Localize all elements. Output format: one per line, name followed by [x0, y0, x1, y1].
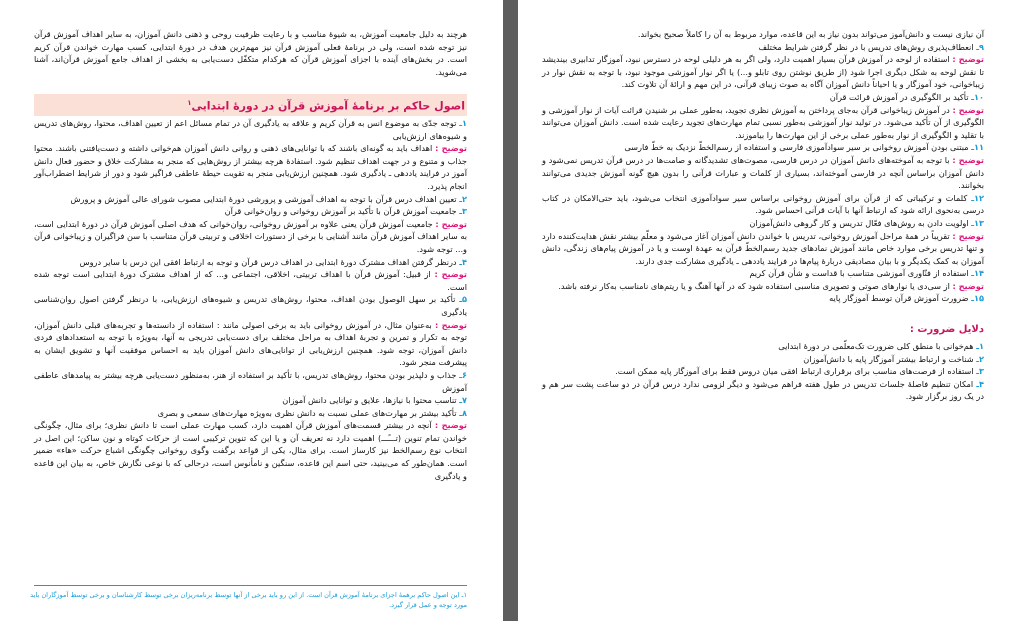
page-gutter — [503, 0, 518, 621]
list-item: ۵ـ تأکید بر سهل الوصول بودن اهداف، محتوا، روش‌های تدریس و شیوه‌های ارزش‌یابی، با درنظر گرفتن اصول روان‌شناسی یادگیری — [34, 294, 467, 317]
footnote-marker: ۱ — [187, 99, 192, 108]
list-item: ۲ـ شناخت و ارتباط بیشتر آموزگار پایه با دانش‌آموزان — [803, 353, 984, 364]
footnote: ۱ـ این اصول حاکم برهمهٔ اجزای برنامهٔ آموزش قرآن است. از این رو باید برخی از آنها توسط برنامه‌ریزان برخی توسط کارشناسان و برخی توسط آموزگاران باید مورد توجه و عمل قرار گیرد. — [30, 591, 467, 609]
list-item: ۹ـ انعطاف‌پذیری روش‌های تدریس با در نظر گرفتن شرایط مختلف — [758, 41, 984, 52]
list-item: ۱۳ـ اولویت دادن به روش‌های فعّال تدریس و کار گروهی دانش‌آموزان — [749, 217, 984, 228]
list-item: ۱۴ـ استفاده از فنّاوری آموزشی متناسب با قداست و شأن قرآن کریم — [749, 268, 984, 279]
list-item: توضیح : تقریباً در همهٔ مراحل آموزش روخوانی، تدریس با خواندن دانش آموزان آغاز می‌شود و معلّم بیشتر نقش هدایت‌کننده دارد و تنها تدریس برخی موارد خاص مانند آموزش نمادهای جدید رسم‌الخطّ قرآن به عهدهٔ اوست و یا در آموزش پیام‌های زندگی، دانش آموزان به کمک یکدیگر و با بیان مصادیقی دربارهٔ پیام‌ها در فرایند یاددهی ـ یادگیری مشارکت جدی دارند. — [542, 230, 984, 266]
list-item: ۱۲ـ کلمات و ترکیباتی که از قرآن برای آموزش روخوانی براساس سیر سوادآموزی انتخاب می‌شود، باید حتی‌الامکان در کتاب درسی به‌نحوی ارائه شود که ارتباط آنها با آیات قرآنی احساس شود. — [542, 192, 984, 216]
list-item: ۸ـ تأکید بیشتر بر مهارت‌های عملی نسبت به دانش نظری به‌ویژه مهارت‌های سمعی و بصری — [157, 407, 467, 418]
reasons-heading: دلایل ضرورت : — [909, 324, 984, 336]
list-item: ۴ـ درنظر گرفتن اهداف مشترک دورهٔ ابتدایی در اهداف درس قرآن و توجه به ارتباط افقی این درس با سایر دروس — [79, 256, 467, 267]
section-heading — [34, 94, 467, 116]
intro-paragraph: هرچند به دلیل جامعیت آموزش، به شیوهٔ مناسب و با رعایت ظرفیت روحی و ذهنی دانش آموزان، به سایر اهداف آموزش قرآن نیز توجه شده است، ولی در برنامهٔ فعلی آموزش قرآن نیز مهم‌ترین هدف در دورهٔ ابتدایی، کسب مهارت خواندن قرآن کریم است. در بخش‌های آینده با اجزای آموزش قرآن که هرکدام متکفّل دست‌یابی به بخشی از اهداف جامع آموزش قرآن‌اند، آشنا می‌شوید. — [34, 29, 467, 77]
list-item: ۳ـ استفاده از فرصت‌های مناسب برای برقراری ارتباط افقی میان دروس فقط برای آموزگار پایه ممکن است. — [615, 366, 984, 377]
left-page — [0, 0, 503, 621]
list-item: ۷ـ تناسب محتوا با نیازها، علایق و توانایی دانش آموزان — [282, 395, 467, 406]
list-item: ۱۱ـ مبتنی بودن آموزش روخوانی بر سیر سوادآموزی فارسی و استفاده از رسم‌الخطّ نزدیک به خطّ فارسی — [624, 142, 984, 153]
principles-list-left — [34, 117, 467, 482]
list-item: توضیح : اهداف باید به گونه‌ای باشند که با توانایی‌های ذهنی و روانی دانش آموزان هم‌خوانی داشته و دست‌یافتنی باشند. محتوا جذاب و متنوع و در جهت اهداف تنظیم شود. استفادهٔ هرچه بیشتر از روش‌هایی که منجر به مشارکت خلاق و حضور فعال دانش آموز در فرایند یاددهی ـ یادگیری شود. همچنین ارزش‌یابی منجر به تقویت حیطهٔ عاطفی فراگیر شود و دور از شرایط اضطراب‌آور انجام پذیرد. — [34, 143, 467, 191]
section-heading-text: اصول حاکم بر برنامهٔ آموزش قرآن در دورهٔ ابتدایی — [191, 100, 465, 114]
list-item: آن نیازی نیست و دانش‌آموز می‌تواند بدون نیاز به این قاعده، موارد مربوط به آن را کاملاً صحیح بخواند. — [637, 29, 984, 39]
principles-list-right — [542, 28, 984, 305]
list-item: ۲ـ تعیین اهداف درس قرآن با توجه به اهداف آموزشی و پرورشی دورهٔ ابتدایی مصوب شورای عالی آموزش و پرورش — [70, 193, 467, 204]
list-item: ۴ـ امکان تنظیم فاصلهٔ جلسات تدریس در طول هفته فراهم می‌شود و دیگر لزومی ندارد درس قرآن در دو ساعت پشت سر هم و در یک روز برگزار شود. — [542, 378, 984, 402]
list-item: ۳ـ جامعیت آموزش قرآن با تأکید بر آموزش روخوانی و روان‌خوانی قرآن — [224, 206, 467, 217]
reasons-list — [542, 340, 984, 403]
list-item: توضیح : جامعیت آموزش قرآن یعنی علاوه بر آموزش روخوانی، روان‌خوانی که هدف اصلی آموزش قرآن در دورهٔ ابتدایی است، به سایر اهداف آموزش قرآن مانند آشنایی با برخی از دستورات اخلاقی و تربیتی قرآن متناسب با سن فراگیران و زیباخوانی قرآن و... توجه شود. — [34, 218, 467, 254]
list-item: ۱۵ـ ضرورت آموزش قرآن توسط آموزگار پایه — [829, 293, 984, 304]
list-item: توضیح : از قبیل: آموزش قرآن با اهداف تربیتی، اخلاقی، اجتماعی و... که از اهداف مشترک دورهٔ ابتدایی است توجه شده است. — [34, 269, 467, 292]
list-item: توضیح : استفاده از لوحه در آموزش قرآن بسیار اهمیت دارد، ولی اگر به هر دلیلی لوحه در دسترس نبود، آموزگار تدابیری بیندیشد تا نقش لوحه به شکل دیگری اجرا شود (از طریق نوشتن روی تابلو و...) یا اگر نوار آموزشی موجود نبود، با توجه به نقش نوار در زیباخوانی، خود آموزگار و یا احیاناً دانش آموزان آگاه به صوت زیبای قرآنی، در این مهم و ارائهٔ آن تلاوت کند. — [542, 54, 984, 90]
right-page — [518, 0, 1024, 621]
list-item: توضیح : از سی‌دی یا نوارهای صوتی و تصویری مناسبی استفاده شود که در آنها آهنگ و یا ریتم‌های نامناسب به‌کار نرفته باشد. — [558, 280, 984, 291]
list-item: ۱ـ هم‌خوانی با منطق کلی ضرورت تک‌معلّمی در دورهٔ ابتدایی — [778, 341, 984, 352]
list-item: توضیح : با توجه به آموخته‌های دانش آموزان در درس فارسی، مصوت‌های تشدیدگانه و صامت‌ها در درس قرآن تدریس نمی‌شود و دانش آموزان براساس آنچه در فارسی آموخته‌اند، بسیاری از کلمات و عبارات قرآنی را بدون هیچ گونه آموزش جدیدی می‌توانند بخوانند. — [542, 154, 984, 191]
footnote-divider — [34, 585, 467, 586]
list-item: توضیح : آنچه در بیشتر قسمت‌های آموزش قرآن اهمیت دارد، کسب مهارت عملی است تا دانش نظری؛ برای مثال، چگونگی خواندن تمام تنوین (تـــًـــ) اهمیت دارد نه تعریف آن و یا این که تنوین ترکیبی است از حرکات کوتاه و نون ساکن؛ این اصل در انتخاب نوع رسم‌الخط نیز کارساز است. برای مثال، یکی از قواعد برگفت وگوی روخوانی چگونگی اشباع حرکت «هاء» ضمیر است. همان‌طور که می‌بینید، حتی اسم این قاعده، سنگین و نامأنوس است، درحالی که با نوعی نگارش خاص، به بیان این قاعده و یادگیری — [34, 420, 467, 481]
list-item: ۶ـ جذاب و دلپذیر بودن محتوا، روش‌های تدریس، با تأکید بر استفاده از هنر، به‌منظور دست‌یابی هرچه بیشتر به پیامدهای عاطفی آموزش — [34, 369, 467, 393]
list-item: ۱ـ توجه جدّی به موضوع انس به قرآن کریم و علاقه به یادگیری آن در تمام مسائل اعم از تعیین اهداف، محتوا، روش‌های تدریس و شیوه‌های ارزش‌یابی — [34, 118, 467, 141]
list-item: توضیح : به‌عنوان مثال، در آموزش روخوانی باید به برخی اصولی مانند : استفاده از دانسته‌ها و تجربه‌های قبلی دانش آموزان، توجه به تکرار و تمرین و تجربهٔ اهداف به مراحل مختلف برای دست‌یابی تدریجی به آنها، به‌ویژه با توجه به استعدادهای فردی دانش آموزان، توجه شود. همچنین ارزش‌یابی از توانایی‌های دانش آموزان باید به احساس موفقیت آنها و تشویق ایشان به پیشرفت منجر شود. — [34, 319, 467, 368]
list-item: ۱۰ـ تأکید بر الگوگیری در آموزش قرائت قرآن — [829, 91, 984, 102]
list-item: توضیح : در آموزش زیباخوانی قرآن به‌جای پرداختن به آموزش نظری تجوید، به‌طور عملی بر شنیدن قرائت آیات از نوار آموزشی و الگوگیری از آن تأکید می‌شود. در تولید نوار آموزشی به‌طور نسبی تمام مهارت‌های تجوید رعایت شده است. دانش آموزان می‌توانند با تقلید و الگوگیری از نوار به‌طور عملی برخی از این مهارت‌ها را بیاموزند. — [542, 104, 984, 140]
